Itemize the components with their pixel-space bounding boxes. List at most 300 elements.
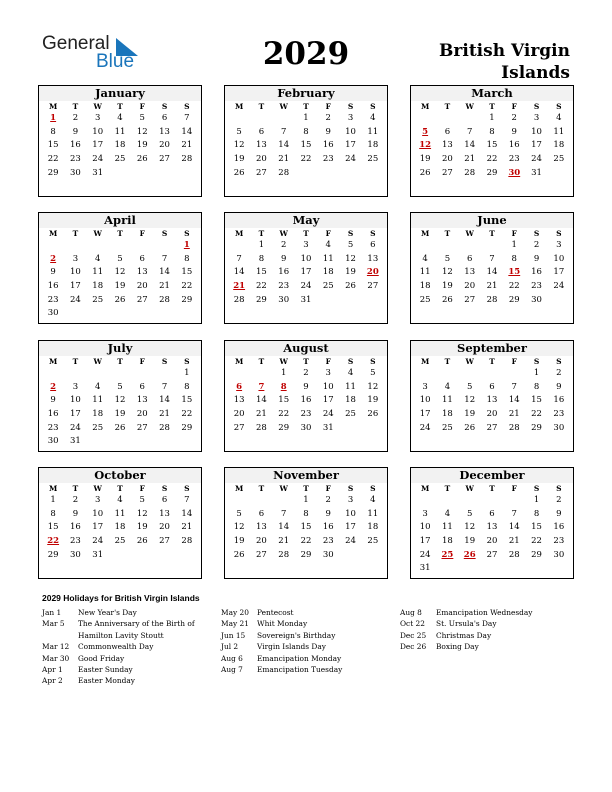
week-row xyxy=(411,508,573,522)
day-cell: 19 xyxy=(233,536,245,547)
empty-cell xyxy=(153,367,175,381)
weekday-header xyxy=(39,356,201,367)
day-cell: 26 xyxy=(367,409,379,420)
day-cell: 3 xyxy=(325,368,331,378)
day-cell: 18 xyxy=(114,140,126,151)
day-cell: 16 xyxy=(278,267,290,278)
day-cell: 20 xyxy=(486,536,498,547)
holiday-date: 20 xyxy=(366,267,379,278)
month-title: February xyxy=(225,86,387,101)
day-cell: 17 xyxy=(345,140,356,151)
empty-cell xyxy=(414,239,436,253)
empty-cell xyxy=(362,549,384,563)
weekday-label: S xyxy=(370,229,376,238)
day-cell: 20 xyxy=(256,536,267,547)
day-cell: 31 xyxy=(300,294,312,305)
day-cell: 3 xyxy=(72,253,79,264)
holiday-row xyxy=(42,675,202,686)
weekday-label: T xyxy=(258,102,265,111)
day-cell: 16 xyxy=(47,409,59,420)
week-row xyxy=(39,153,201,167)
day-cell: 15 xyxy=(300,522,312,533)
weekday-label: S xyxy=(533,102,540,111)
week-row xyxy=(225,253,387,267)
day-cell: 11 xyxy=(114,508,126,519)
empty-cell xyxy=(339,167,361,181)
day-cell: 9 xyxy=(50,395,56,406)
empty-cell xyxy=(273,494,295,508)
month-title: April xyxy=(39,213,201,228)
day-cell: 26 xyxy=(136,536,148,547)
empty-cell xyxy=(459,112,481,126)
month-title: August xyxy=(225,341,387,356)
day-cell: 26 xyxy=(419,167,431,178)
holiday-name: Whit Monday xyxy=(257,619,308,629)
weekday-label: M xyxy=(420,102,430,111)
country-name xyxy=(439,40,570,84)
day-cell: 1 xyxy=(533,495,540,505)
weekday-label: W xyxy=(465,229,474,238)
weekday-label: W xyxy=(279,102,288,111)
day-cell: 7 xyxy=(511,508,517,519)
weekday-label: W xyxy=(279,229,288,238)
holiday-name: Good Friday xyxy=(78,653,125,663)
day-cell: 5 xyxy=(117,253,123,264)
weekday-label: S xyxy=(184,357,190,366)
day-cell: 23 xyxy=(322,154,334,165)
empty-cell xyxy=(176,167,198,181)
holiday-row xyxy=(400,618,575,629)
empty-cell xyxy=(131,367,153,381)
day-cell: 2 xyxy=(533,240,540,250)
empty-cell xyxy=(109,239,131,253)
day-cell: 6 xyxy=(161,113,168,123)
week-row xyxy=(225,494,387,508)
day-cell: 10 xyxy=(345,508,356,519)
day-cell: 23 xyxy=(70,536,81,547)
empty-cell xyxy=(414,367,436,381)
week-row xyxy=(411,239,573,253)
day-cell: 13 xyxy=(159,508,170,519)
day-cell: 13 xyxy=(136,267,148,278)
day-cell: 22 xyxy=(531,536,542,547)
day-cell: 4 xyxy=(556,113,562,123)
day-cell: 25 xyxy=(553,154,565,165)
month-january xyxy=(38,85,202,197)
day-cell: 31 xyxy=(92,167,104,178)
day-cell: 29 xyxy=(47,167,59,178)
day-cell: 9 xyxy=(325,126,331,137)
day-cell: 16 xyxy=(70,522,81,533)
empty-cell xyxy=(228,112,250,126)
holiday-date-label: Oct 22 xyxy=(400,619,425,629)
weekday-label: W xyxy=(93,102,102,111)
day-cell: 11 xyxy=(553,126,565,137)
day-cell: 9 xyxy=(303,381,309,392)
day-cell: 15 xyxy=(256,267,267,278)
week-row xyxy=(411,562,573,576)
day-cell: 18 xyxy=(419,281,431,292)
day-cell: 28 xyxy=(508,549,520,560)
empty-cell xyxy=(548,167,570,181)
day-cell: 17 xyxy=(300,267,312,278)
day-cell: 8 xyxy=(184,381,190,392)
day-cell: 22 xyxy=(300,154,312,165)
day-cell: 13 xyxy=(464,267,476,278)
weekday-header xyxy=(39,101,201,112)
weekday-header xyxy=(225,483,387,494)
empty-cell xyxy=(131,239,153,253)
week-row xyxy=(411,139,573,153)
day-cell: 22 xyxy=(486,154,498,165)
day-cell: 20 xyxy=(136,281,148,292)
day-cell: 3 xyxy=(303,240,309,250)
weekday-label: T xyxy=(117,102,123,111)
empty-cell xyxy=(273,112,295,126)
day-cell: 21 xyxy=(181,140,193,151)
weekday-label: F xyxy=(325,229,331,238)
holiday-row xyxy=(221,653,396,664)
empty-cell xyxy=(295,167,317,181)
day-cell: 4 xyxy=(94,381,101,392)
day-cell: 9 xyxy=(50,267,56,278)
day-cell: 23 xyxy=(278,281,290,292)
day-cell: 22 xyxy=(300,536,312,547)
day-cell: 31 xyxy=(419,563,431,574)
day-cell: 13 xyxy=(233,395,245,406)
day-cell: 12 xyxy=(464,395,476,406)
day-cell: 1 xyxy=(303,495,309,505)
day-cell: 8 xyxy=(511,253,517,264)
weekday-label: T xyxy=(72,229,79,238)
month-title: November xyxy=(225,468,387,483)
day-cell: 17 xyxy=(92,522,104,533)
week-row xyxy=(411,422,573,436)
day-cell: 9 xyxy=(325,508,331,519)
weekday-header xyxy=(39,228,201,239)
day-cell: 26 xyxy=(464,422,476,433)
holiday-name: Pentecost xyxy=(257,608,294,617)
holiday-date-label: Jun 15 xyxy=(221,630,246,640)
month-title: July xyxy=(39,341,201,356)
day-cell: 27 xyxy=(256,167,267,178)
day-cell: 31 xyxy=(531,167,542,178)
weekday-label: S xyxy=(556,484,562,493)
day-cell: 14 xyxy=(486,267,498,278)
logo-text-general: General xyxy=(42,33,110,54)
day-cell: 6 xyxy=(139,253,145,264)
weekday-label: S xyxy=(161,102,168,111)
holiday-date: 12 xyxy=(419,140,432,151)
week-row xyxy=(225,381,387,395)
empty-cell xyxy=(436,494,458,508)
day-cell: 5 xyxy=(236,508,242,519)
empty-cell xyxy=(153,307,175,321)
weekday-label: W xyxy=(279,357,288,366)
weekday-label: W xyxy=(93,229,102,238)
week-row xyxy=(39,139,201,153)
country-line-1: British Virgin xyxy=(439,41,570,61)
week-row xyxy=(411,253,573,267)
holiday-row xyxy=(42,641,202,652)
day-cell: 26 xyxy=(233,549,245,560)
day-cell: 4 xyxy=(117,495,123,505)
holiday-date: 21 xyxy=(233,281,246,292)
day-cell: 22 xyxy=(47,154,59,165)
weekday-label: S xyxy=(347,102,354,111)
day-cell: 17 xyxy=(322,395,334,406)
holiday-date: 22 xyxy=(47,536,60,547)
weekday-label: W xyxy=(93,357,102,366)
day-cell: 1 xyxy=(280,368,287,378)
day-cell: 29 xyxy=(531,549,542,560)
day-cell: 19 xyxy=(114,281,126,292)
day-cell: 11 xyxy=(367,508,379,519)
weekday-label: S xyxy=(370,484,376,493)
empty-cell xyxy=(153,549,175,563)
day-cell: 26 xyxy=(114,422,126,433)
day-cell: 21 xyxy=(159,281,170,292)
holiday-date-label: Aug 8 xyxy=(400,608,422,617)
weekday-label: T xyxy=(489,357,495,366)
empty-cell xyxy=(317,167,339,181)
day-cell: 6 xyxy=(444,126,451,137)
empty-cell xyxy=(42,239,64,253)
day-cell: 15 xyxy=(300,140,312,151)
day-cell: 7 xyxy=(280,508,287,519)
day-cell: 23 xyxy=(508,154,520,165)
week-row xyxy=(411,294,573,308)
holiday-row xyxy=(221,607,396,618)
holiday-date-label: Aug 7 xyxy=(221,664,243,674)
day-cell: 8 xyxy=(50,508,56,519)
holiday-date-label: May 21 xyxy=(221,619,249,629)
day-cell: 11 xyxy=(322,253,334,264)
day-cell: 6 xyxy=(489,381,495,392)
day-cell: 6 xyxy=(139,381,145,392)
week-row xyxy=(411,394,573,408)
holiday-date: 1 xyxy=(183,240,190,250)
day-cell: 25 xyxy=(419,294,431,305)
day-cell: 29 xyxy=(508,294,520,305)
weekday-label: S xyxy=(533,357,540,366)
day-cell: 23 xyxy=(47,422,59,433)
week-row xyxy=(39,435,201,449)
day-cell: 6 xyxy=(258,126,265,137)
week-row xyxy=(225,549,387,563)
day-cell: 21 xyxy=(486,281,498,292)
day-cell: 15 xyxy=(531,522,542,533)
weekday-label: M xyxy=(234,357,244,366)
day-cell: 18 xyxy=(367,522,379,533)
day-cell: 11 xyxy=(367,126,379,137)
day-cell: 1 xyxy=(184,368,190,378)
day-cell: 16 xyxy=(300,395,312,406)
weekday-label: F xyxy=(511,102,517,111)
day-cell: 24 xyxy=(300,281,312,292)
holiday-name: Easter Sunday xyxy=(78,664,133,674)
weekday-label: S xyxy=(370,102,376,111)
holiday-date-label: Mar 12 xyxy=(42,642,70,652)
day-cell: 5 xyxy=(236,126,242,137)
weekday-label: M xyxy=(420,357,430,366)
weekday-label: T xyxy=(303,484,309,493)
empty-cell xyxy=(481,562,503,576)
day-cell: 25 xyxy=(367,154,379,165)
holiday-date: 2 xyxy=(50,381,57,392)
day-cell: 29 xyxy=(256,294,267,305)
day-cell: 2 xyxy=(303,368,309,378)
weekday-label: S xyxy=(161,229,168,238)
day-cell: 18 xyxy=(114,522,126,533)
day-cell: 9 xyxy=(533,253,540,264)
day-cell: 22 xyxy=(508,281,520,292)
day-cell: 8 xyxy=(50,126,56,137)
empty-cell xyxy=(436,367,458,381)
day-cell: 18 xyxy=(367,140,379,151)
day-cell: 15 xyxy=(278,395,290,406)
week-row xyxy=(39,112,201,126)
day-cell: 14 xyxy=(278,140,290,151)
day-cell: 30 xyxy=(322,549,334,560)
day-cell: 27 xyxy=(159,154,170,165)
week-row xyxy=(411,367,573,381)
day-cell: 28 xyxy=(486,294,498,305)
day-cell: 7 xyxy=(184,495,190,505)
weekday-label: T xyxy=(258,229,265,238)
day-cell: 7 xyxy=(184,113,190,123)
day-cell: 19 xyxy=(345,267,356,278)
day-cell: 15 xyxy=(181,267,193,278)
weekday-label: S xyxy=(347,357,354,366)
day-cell: 1 xyxy=(533,368,540,378)
day-cell: 20 xyxy=(159,522,170,533)
empty-cell xyxy=(459,367,481,381)
day-cell: 20 xyxy=(464,281,476,292)
day-cell: 3 xyxy=(347,113,354,123)
month-april xyxy=(38,212,202,324)
day-cell: 12 xyxy=(136,508,148,519)
weekday-label: F xyxy=(511,229,517,238)
month-october xyxy=(38,467,202,579)
weekday-label: F xyxy=(325,484,331,493)
day-cell: 11 xyxy=(92,267,104,278)
holiday-date: 7 xyxy=(258,381,265,392)
weekday-label: M xyxy=(234,229,244,238)
day-cell: 10 xyxy=(70,267,81,278)
week-row xyxy=(39,381,201,395)
day-cell: 14 xyxy=(181,508,193,519)
week-row xyxy=(411,521,573,535)
day-cell: 9 xyxy=(72,508,79,519)
day-cell: 30 xyxy=(47,436,59,447)
empty-cell xyxy=(250,367,272,381)
day-cell: 26 xyxy=(345,281,356,292)
day-cell: 11 xyxy=(442,395,453,406)
week-row xyxy=(225,239,387,253)
holiday-name: Boxing Day xyxy=(436,642,479,652)
day-cell: 12 xyxy=(114,267,126,278)
week-row xyxy=(39,239,201,253)
empty-cell xyxy=(87,367,109,381)
day-cell: 24 xyxy=(345,536,356,547)
empty-cell xyxy=(503,562,525,576)
empty-cell xyxy=(548,294,570,308)
week-row xyxy=(39,266,201,280)
day-cell: 25 xyxy=(92,422,104,433)
day-cell: 16 xyxy=(322,140,334,151)
day-cell: 10 xyxy=(92,126,104,137)
day-cell: 17 xyxy=(345,522,356,533)
day-cell: 20 xyxy=(256,154,267,165)
holiday-date-label: Jan 1 xyxy=(42,608,62,617)
holiday-name: Christmas Day xyxy=(436,630,492,640)
holiday-column xyxy=(221,607,396,675)
day-cell: 9 xyxy=(72,126,79,137)
day-cell: 14 xyxy=(278,522,290,533)
day-cell: 27 xyxy=(486,422,498,433)
weekday-label: S xyxy=(556,357,562,366)
weekday-label: M xyxy=(234,484,244,493)
day-cell: 25 xyxy=(322,281,334,292)
day-cell: 28 xyxy=(159,422,170,433)
holiday-name: The Anniversary of the Birth of Hamilton Lavity Stoutt xyxy=(78,619,195,640)
holiday-date-label: Jul 2 xyxy=(221,642,239,652)
day-cell: 18 xyxy=(553,140,565,151)
week-row xyxy=(411,408,573,422)
day-cell: 16 xyxy=(553,522,565,533)
day-cell: 6 xyxy=(466,253,473,264)
week-row xyxy=(411,381,573,395)
week-row xyxy=(411,535,573,549)
day-cell: 20 xyxy=(136,409,148,420)
month-title: January xyxy=(39,86,201,101)
day-cell: 22 xyxy=(181,409,193,420)
day-cell: 20 xyxy=(159,140,170,151)
day-cell: 19 xyxy=(136,140,148,151)
week-row xyxy=(225,112,387,126)
day-cell: 2 xyxy=(72,495,79,505)
day-cell: 24 xyxy=(70,422,81,433)
empty-cell xyxy=(250,494,272,508)
day-cell: 23 xyxy=(553,409,565,420)
day-cell: 5 xyxy=(347,240,354,250)
holiday-name: Sovereign's Birthday xyxy=(257,630,336,640)
week-row xyxy=(411,126,573,140)
week-row xyxy=(411,494,573,508)
weekday-label: T xyxy=(72,484,79,493)
day-cell: 27 xyxy=(486,549,498,560)
empty-cell xyxy=(64,239,86,253)
day-cell: 5 xyxy=(370,368,376,378)
day-cell: 19 xyxy=(419,154,431,165)
day-cell: 14 xyxy=(256,395,267,406)
day-cell: 3 xyxy=(94,495,101,505)
day-cell: 23 xyxy=(322,536,334,547)
day-cell: 13 xyxy=(486,395,498,406)
empty-cell xyxy=(131,549,153,563)
empty-cell xyxy=(250,112,272,126)
day-cell: 13 xyxy=(159,126,170,137)
week-row xyxy=(411,167,573,181)
day-cell: 16 xyxy=(553,395,565,406)
day-cell: 17 xyxy=(419,536,431,547)
holiday-date: 8 xyxy=(280,381,287,392)
week-row xyxy=(39,367,201,381)
empty-cell xyxy=(436,112,458,126)
holiday-name: Easter Monday xyxy=(78,676,135,686)
calendar-year: 2029 xyxy=(262,36,350,72)
